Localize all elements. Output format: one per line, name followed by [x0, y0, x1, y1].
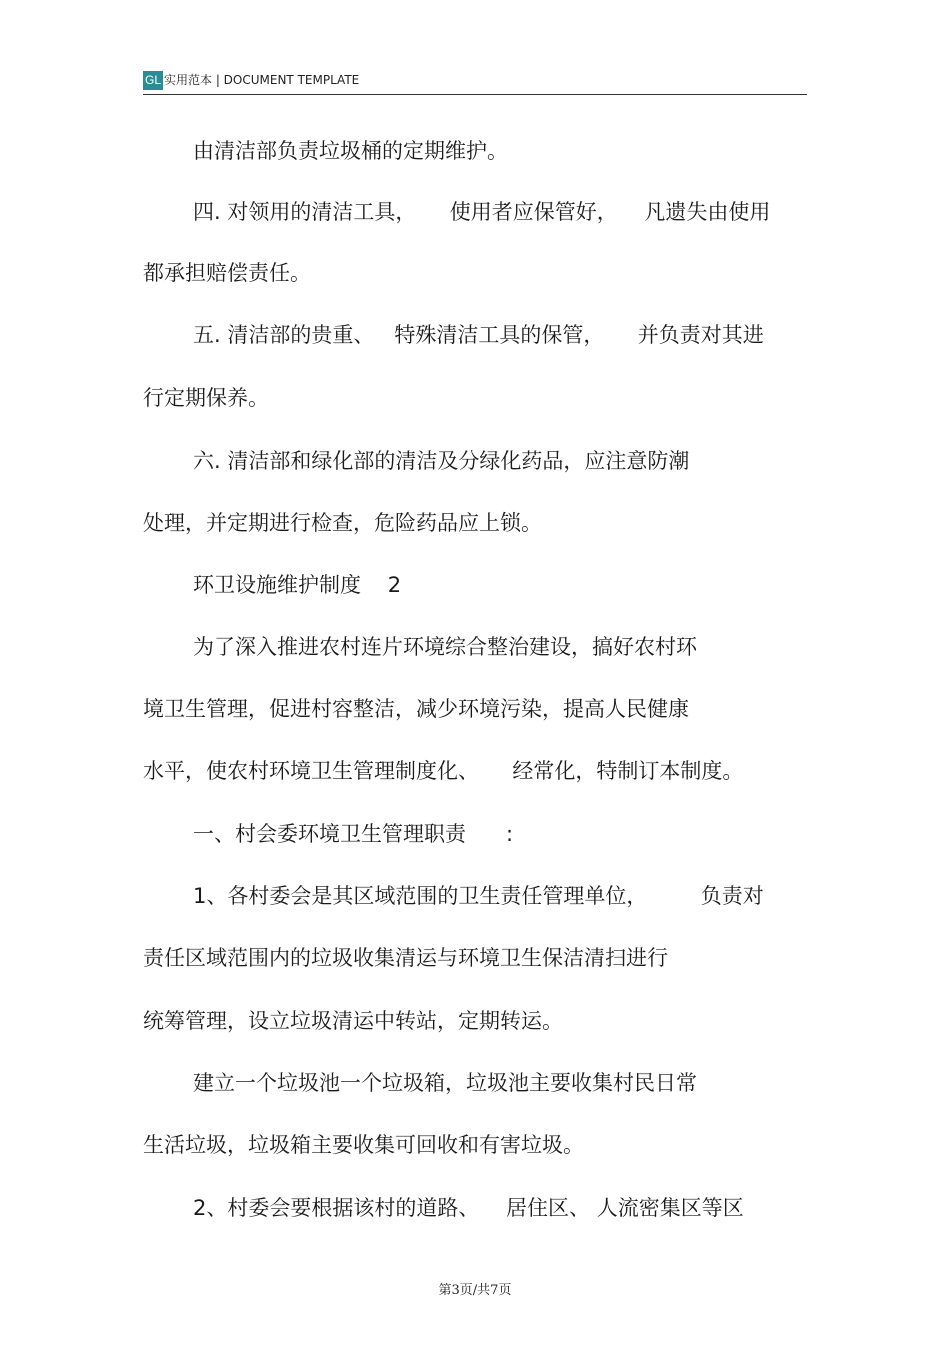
- gl-logo: GL: [143, 71, 163, 90]
- paragraph-line: 2、村委会要根据该村的道路、 居住区、 人流密集区等区: [193, 1196, 744, 1220]
- paragraph-line: 由清洁部负责垃圾桶的定期维护。: [193, 139, 508, 163]
- paragraph-line: 生活垃圾，垃圾箱主要收集可回收和有害垃圾。: [143, 1133, 584, 1157]
- paragraph-line: 水平，使农村环境卫生管理制度化、 经常化，特制订本制度。: [143, 759, 744, 783]
- page-header: [143, 68, 807, 95]
- paragraph-line: 四. 对领用的清洁工具， 使用者应保管好， 凡遗失由使用: [193, 200, 771, 224]
- paragraph-line: 五. 清洁部的贵重、 特殊清洁工具的保管， 并负责对其进: [193, 323, 764, 347]
- header-title: 实用范本 | DOCUMENT TEMPLATE: [164, 73, 360, 87]
- page-number: 第3页/共7页: [438, 1283, 512, 1298]
- paragraph-line: 六. 清洁部和绿化部的清洁及分绿化药品，应注意防潮: [193, 449, 690, 473]
- paragraph-line: 行定期保养。: [143, 386, 269, 410]
- paragraph-line: 责任区域范围内的垃圾收集清运与环境卫生保洁清扫进行: [143, 946, 668, 970]
- paragraph-line: 建立一个垃圾池一个垃圾箱，垃圾池主要收集村民日常: [193, 1071, 697, 1095]
- paragraph-line: 处理，并定期进行检查，危险药品应上锁。: [143, 511, 542, 535]
- paragraph-line: 都承担赔偿责任。: [143, 261, 311, 285]
- paragraph-line: 境卫生管理，促进村容整洁，减少环境污染，提高人民健康: [143, 697, 689, 721]
- paragraph-line: 统筹管理，设立垃圾清运中转站，定期转运。: [143, 1009, 563, 1033]
- section-heading: 环卫设施维护制度 2: [193, 573, 402, 597]
- paragraph-line: 为了深入推进农村连片环境综合整治建设，搞好农村环: [193, 635, 697, 659]
- subsection-heading: 一、村会委环境卫生管理职责 :: [193, 822, 514, 846]
- paragraph-line: 1、各村委会是其区域范围的卫生责任管理单位， 负责对: [193, 884, 764, 908]
